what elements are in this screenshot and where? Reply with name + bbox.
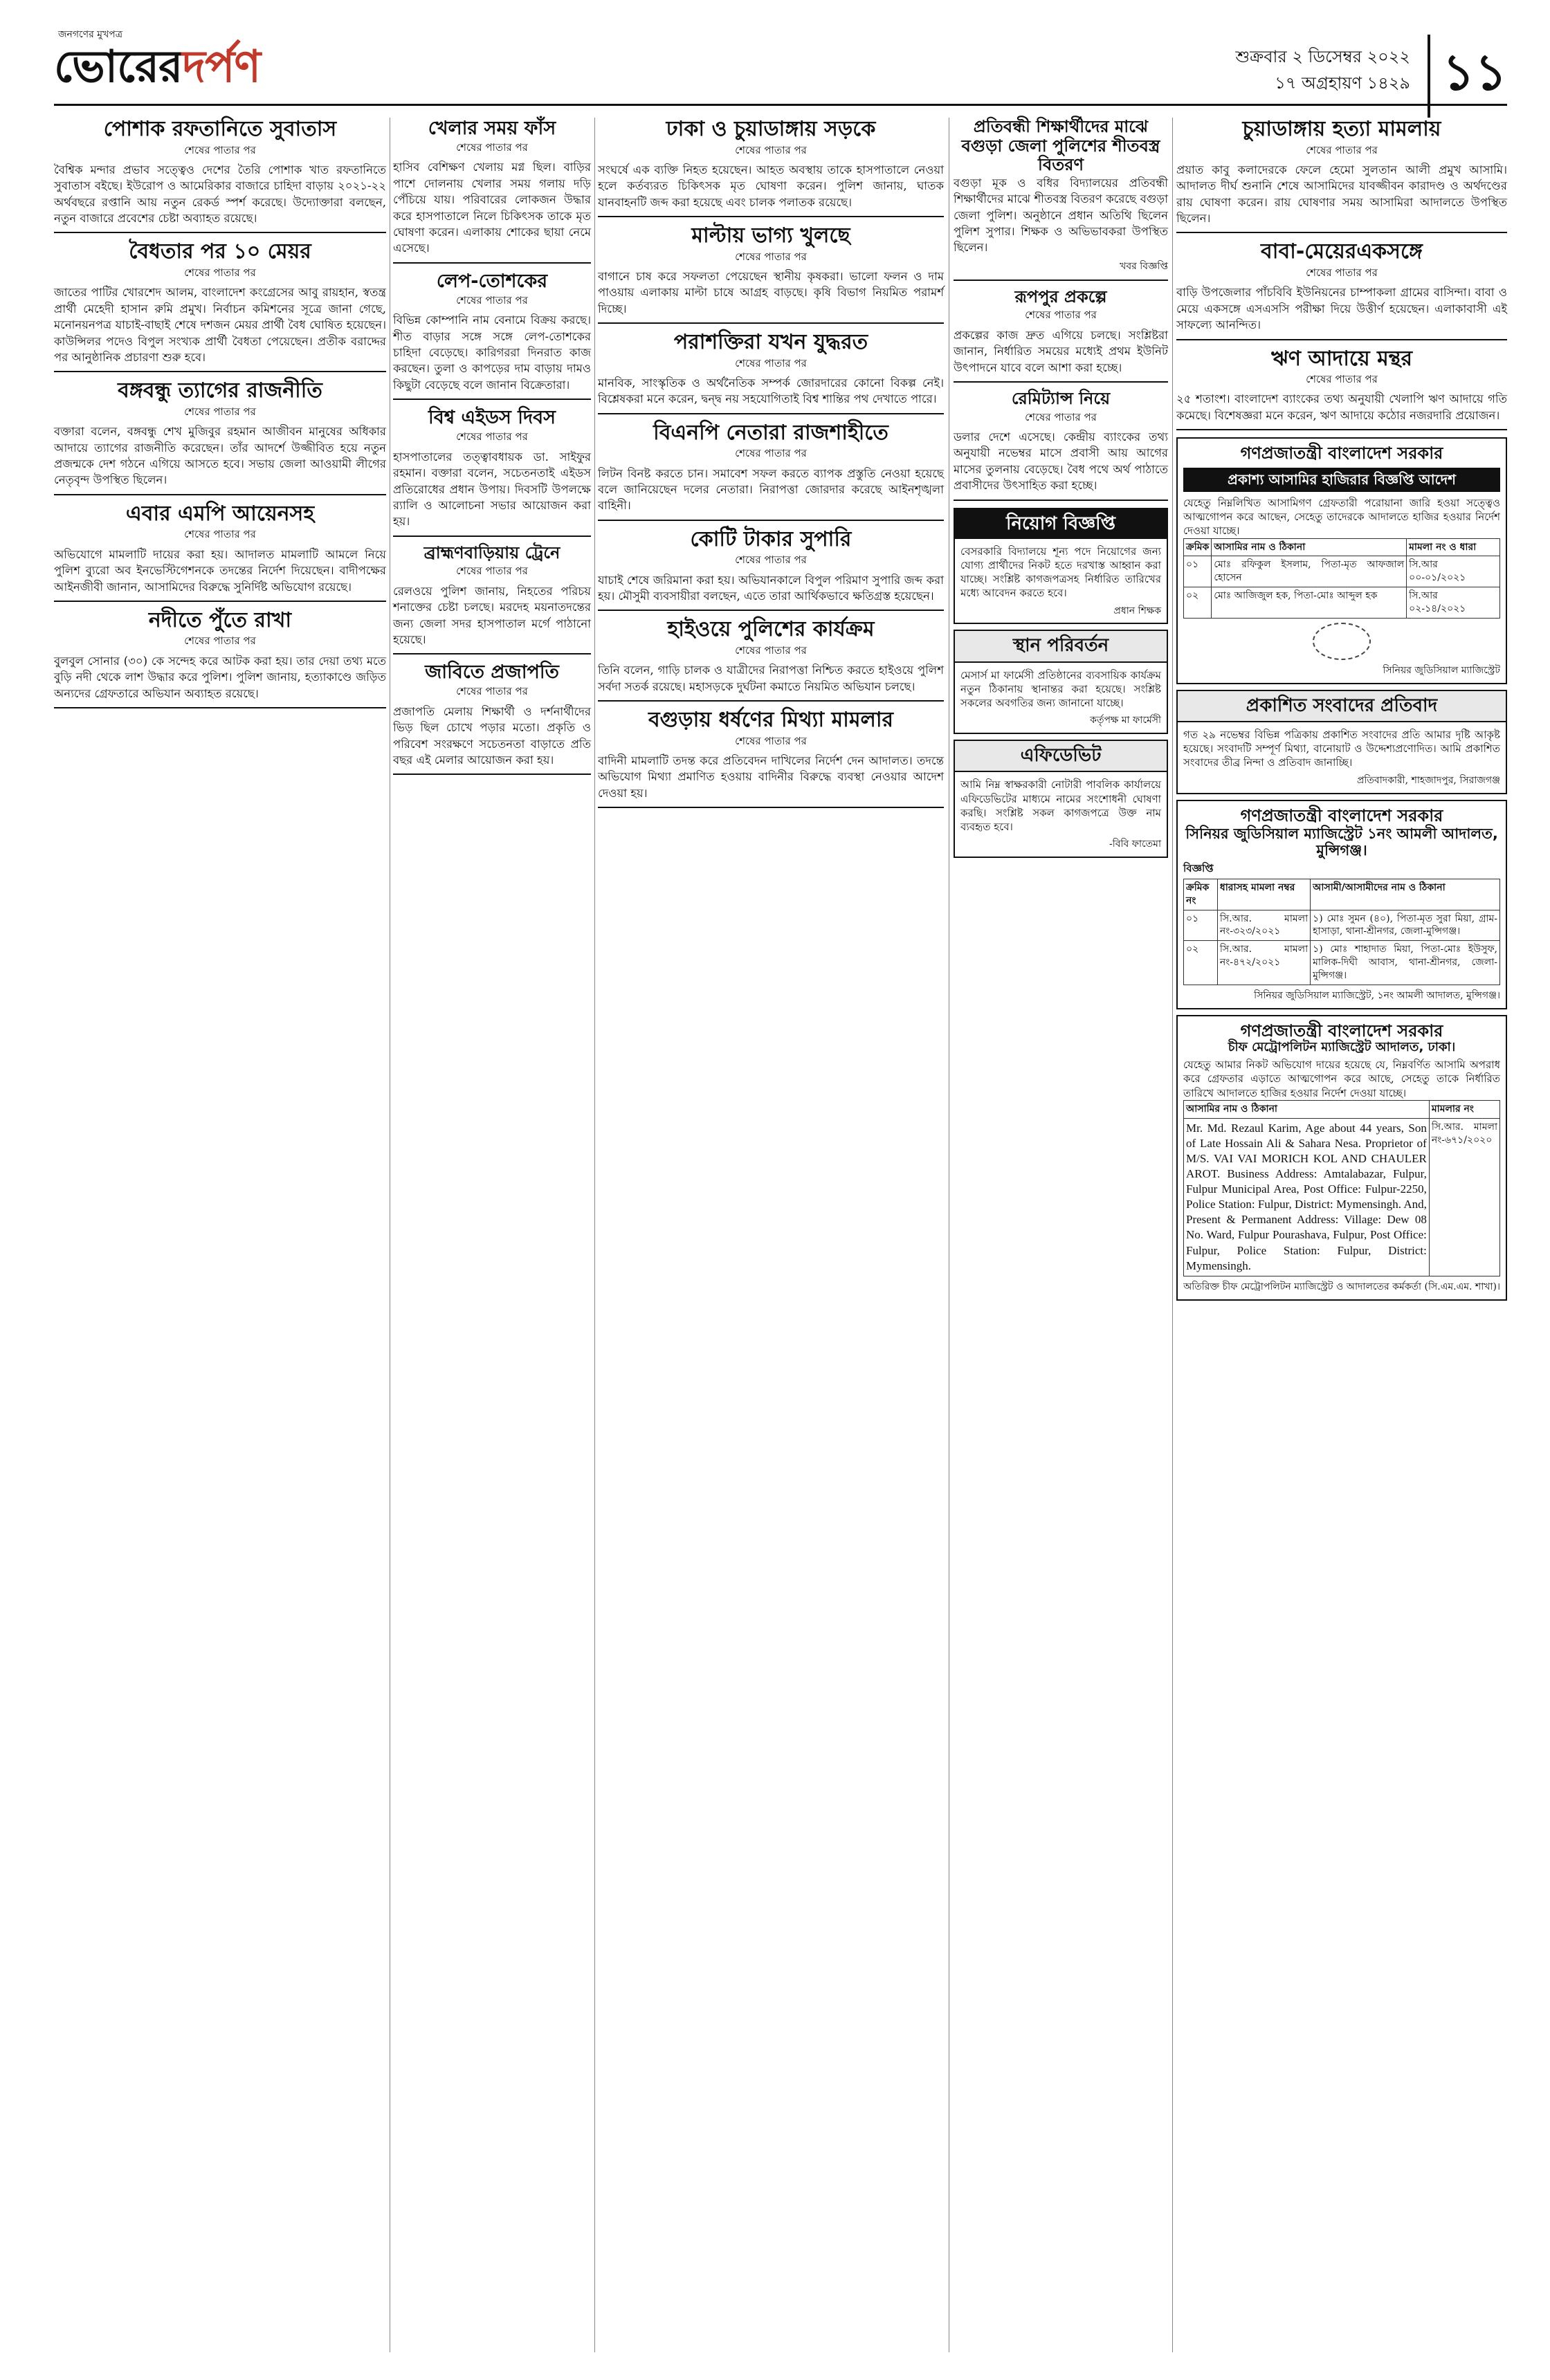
ad-relocation xyxy=(954,630,1168,734)
continued-label: শেষের পাতার পর xyxy=(735,356,807,369)
headline: কোটি টাকার সুপারি xyxy=(690,527,852,551)
story-river-body xyxy=(54,609,386,708)
ad-body: মেসার্স মা ফার্মেসী প্রতিষ্ঠানের ব্যবসায়িক কার্যক্রম নতুন ঠিকানায় স্থানান্তর করা হয়েছে। সংশ্লিষ্ট সকলের অবগতির জন্য জানানো যাচ্ছে। xyxy=(960,668,1161,710)
table-row xyxy=(1184,910,1500,941)
story-false-case xyxy=(598,708,944,808)
table-cell: সি.আর. মামলা নং-৩২৩/২০২১ xyxy=(1217,910,1310,941)
table-row xyxy=(1184,1118,1500,1276)
continued-label: শেষের পাতার পর xyxy=(456,141,528,154)
table-cell: ০১ xyxy=(1184,910,1218,941)
column-rule xyxy=(1172,118,1173,2352)
ad-body: বেসরকারি বিদ্যালয়ে শূন্য পদে নিয়োগের জন্য যোগ্য প্রার্থীদের নিকট হতে দরখাস্ত আহ্বান করা যাচ্ছে। সংশ্লিষ্ট কাগজপত্রসহ নির্ধারিত তারিখের মধ্যে আবেদন করতে হবে। xyxy=(960,544,1161,600)
story-body: প্রজাপতি মেলায় শিক্ষার্থী ও দর্শনার্থীদের ভিড় ছিল চোখে পড়ার মতো। প্রকৃতি ও পরিবেশ সংরক্ষণে সচেতনতা বাড়াতে প্রতি বছর এই মেলার আয়োজন করা হয়। xyxy=(393,704,591,767)
continued-label: শেষের পাতার পর xyxy=(184,405,256,418)
table-row xyxy=(1184,587,1500,619)
headline: মাল্টায় ভাগ্য খুলছে xyxy=(691,223,850,248)
column-1 xyxy=(54,118,386,715)
story-body: তিনি বলেন, গাড়ি চালক ও যাত্রীদের নিরাপত্তা নিশ্চিত করতে হাইওয়ে পুলিশ সর্বদা সতর্ক রয়েছে। মহাসড়কে দুর্ঘটনা কমাতে নিয়মিত অভিযান চলছে। xyxy=(598,663,944,693)
story-superpowers xyxy=(598,331,944,414)
tagline: জনগণের মুখপত্র xyxy=(58,29,123,40)
logo-word-1: ভোরের xyxy=(54,42,183,93)
story-body: অভিযোগে মামলাটি দায়ের করা হয়। আদালত মামলাটি আমলে নিয়ে পুলিশ ব্যুরো অব ইনভেস্টিগেশনকে তদন্তের নির্দেশ দিয়েছেন। বাদীপক্ষের আইনজীবী জানান, আসামিদের বিরুদ্ধে সুনির্দিষ্ট অভিযোগ রয়েছে। xyxy=(54,547,386,594)
story-body: সংঘর্ষে এক ব্যক্তি নিহত হয়েছেন। আহত অবস্থায় তাকে হাসপাতালে নেওয়া হলে কর্তব্যরত চিকিৎসক মৃত ঘোষণা করেন। পুলিশ জানায়, ঘাতক যানবাহনটি জব্দ করা হয়েছে এবং চালক পলাতক রয়েছে। xyxy=(598,163,944,209)
ad-court-summons-3 xyxy=(1176,1015,1507,1301)
ad-signature: প্রতিবাদকারী, শাহজাদপুর, সিরাজগঞ্জ xyxy=(1356,774,1500,786)
logo-word-2: দর্পণ xyxy=(182,42,261,93)
ad-title: নিয়োগ বিজ্ঞপ্তি xyxy=(955,509,1167,539)
column-5 xyxy=(1176,118,1507,1306)
headline: চুয়াডাঙ্গায় হত্যা মামলায় xyxy=(1242,117,1441,141)
story-highway-police xyxy=(598,618,944,702)
continued-label: শেষের পাতার পর xyxy=(735,553,807,567)
table-cell: মোঃ আজিজুল হক, পিতা-মোঃ আব্দুল হক xyxy=(1212,587,1407,619)
ad-title: স্থান পরিবর্তন xyxy=(955,631,1167,662)
story-loan-recovery xyxy=(1176,347,1507,431)
ad-signature: প্রধান শিক্ষক xyxy=(1113,605,1161,616)
ad-signature: -বিবি ফাতেমা xyxy=(1109,839,1161,850)
headline: প্রতিবন্ধী শিক্ষার্থীদের মাঝে বগুড়া জেলা পুলিশের শীতবস্ত্র বিতরণ xyxy=(961,117,1160,175)
table-header: আসামির নাম ও ঠিকানা xyxy=(1184,1100,1430,1118)
headline: নদীতে পুঁতে রাখা xyxy=(148,607,292,632)
story-mayor-candidates xyxy=(54,240,386,372)
date-bengali: ১৭ অগ্রহায়ণ ১৪২৯ xyxy=(1275,73,1410,93)
story-body: জাতের পাটির খোরশেদ আলম, বাংলাদেশ কংগ্রেসের আবু রায়হান, স্বতন্ত্র প্রার্থী মেহেদী হাসান রুমি প্রমুখ। নির্বাচন কমিশনের সূত্রে জানা গেছে, মনোনয়নপত্র যাচাই-বাছাই শেষে দশজন মেয়র প্রার্থী বৈধ ঘোষিত হয়েছেন। কাউন্সিলর পদেও বিপুল সংখ্যক প্রার্থী বৈধতা পেয়েছেন। প্রতীক বরাদ্দের পর আনুষ্ঠানিক প্রচারণা শুরু হবে। xyxy=(54,286,386,364)
column-4 xyxy=(954,118,1168,863)
ad-subtitle: সিনিয়র জুডিসিয়াল ম্যাজিস্ট্রেট ১নং আমলী আদালত, মুন্সিগঞ্জ। xyxy=(1185,825,1498,859)
ad-subtitle: প্রকাশ্য আসামির হাজিরার বিজ্ঞপ্তি আদেশ xyxy=(1183,468,1500,492)
story-murder-verdict xyxy=(1176,118,1507,233)
ad-body: আমি নিম্ন স্বাক্ষরকারী নোটারী পাবলিক কার্যালয়ে এফিডেভিটের মাধ্যমে নামের সংশোধনী ঘোষণা করছি। সংশ্লিষ্ট সকল কাগজপত্রে উক্ত নাম ব্যবহৃত হবে। xyxy=(960,778,1161,834)
table-cell: সি.আর. মামলা নং-৪৭২/২০২১ xyxy=(1217,941,1310,985)
table-header: মামলা নং ও ধারা xyxy=(1407,538,1500,556)
headline: ঋণ আদায়ে মন্থর xyxy=(1271,346,1412,371)
continued-label: শেষের পাতার পর xyxy=(735,643,807,657)
continued-label: শেষের পাতার পর xyxy=(1306,143,1378,156)
headline: ব্রাহ্মণবাড়িয়ায় ট্রেনে xyxy=(423,542,560,562)
story-aids-day xyxy=(393,407,591,536)
continued-label: শেষের পাতার পর xyxy=(456,430,528,443)
ad-protest xyxy=(1176,690,1507,794)
continued-label: শেষের পাতার পর xyxy=(1306,266,1378,279)
ad-title: গণপ্রজাতন্ত্রী বাংলাদেশ সরকার xyxy=(1240,443,1443,464)
story-garment-export xyxy=(54,118,386,233)
date-gregorian: শুক্রবার ২ ডিসেম্বর ২০২২ xyxy=(1235,47,1410,66)
story-playing-noose xyxy=(393,118,591,264)
ad-title: গণপ্রজাতন্ত্রী বাংলাদেশ সরকার xyxy=(1240,1020,1443,1041)
story-body: বৈশ্বিক মন্দার প্রভাব সত্ত্বেও দেশের তৈরি পোশাক খাত রফতানিতে সুবাতাস বইছে। ইউরোপ ও আমেরিকার বাজারে চাহিদা বাড়ায় ২০২১-২২ অর্থবছরে রপ্তানি আয় নতুন রেকর্ড স্পর্শ করেছে। উদ্যোক্তারা বলছেন, নতুন বাজারে প্রবেশের চেষ্টা অব্যাহত রয়েছে। xyxy=(54,163,386,226)
story-bangabandhu xyxy=(54,379,386,495)
table-cell: ১) মোঃ শাহাদাত মিয়া, পিতা-মোঃ ইউসুফ, মালিক-দিঘী আবাস, থানা-শ্রীনগর, জেলা-মুন্সিগঞ্জ। xyxy=(1311,941,1500,985)
continued-label: শেষের পাতার পর xyxy=(184,634,256,648)
ad-table xyxy=(1183,1100,1500,1276)
story-bnp-rajshahi xyxy=(598,421,944,521)
headline: পোশাক রফতানিতে সুবাতাস xyxy=(103,117,337,141)
column-3 xyxy=(598,118,944,815)
story-butterfly-fair xyxy=(393,661,591,775)
table-header: আসামী/আসামীদের নাম ও ঠিকানা xyxy=(1311,879,1500,910)
ad-body: যেহেতু আমার নিকট অভিযোগ দায়ের হয়েছে যে, নিম্নবর্ণিত আসামি অপরাধ করে গ্রেফতার এড়াতে আত্মগোপন করে আছে, সেহেতু তাকে নির্ধারিত তারিখে আদালতে হাজির হওয়ার নির্দেশ দেওয়া যাচ্ছে। xyxy=(1183,1059,1500,1099)
story-mp-case xyxy=(54,502,386,602)
table-cell: মোঃ রফিকুল ইসলাম, পিতা-মৃত আফজাল হোসেন xyxy=(1212,556,1407,587)
continued-label: শেষের পাতার পর xyxy=(456,565,528,578)
story-body: ২৫ শতাংশ। বাংলাদেশ ব্যাংকের তথ্য অনুযায়ী খেলাপি ঋণ আদায়ে গতি কমেছে। বিশেষজ্ঞরা মনে করেন, ঋণ আদায়ে কঠোর নজরদারি প্রয়োজন। xyxy=(1176,392,1507,422)
story-body: বগুড়া মূক ও বধির বিদ্যালয়ের প্রতিবন্ধী শিক্ষার্থীদের মাঝে শীতবস্ত্র বিতরণ করেছে বগুড়া জেলা পুলিশ। অনুষ্ঠানে প্রধান অতিথি ছিলেন পুলিশ সুপার। শিক্ষক ও অভিভাবকরা উপস্থিত ছিলেন। xyxy=(954,176,1168,255)
ad-title: এফিডেভিট xyxy=(955,741,1167,772)
continued-label: শেষের পাতার পর xyxy=(1306,373,1378,386)
story-body: বাদিনী মামলাটি তদন্ত করে প্রতিবেদন দাখিলের নির্দেশ দেন আদালত। তদন্তে অভিযোগ মিথ্যা প্রমাণিত হওয়ায় বাদিনীর বিরুদ্ধে ব্যবস্থা নেওয়ার আদেশ দেওয়া হয়। xyxy=(598,753,944,800)
ad-signature: কর্তৃপক্ষ মা ফার্মেসী xyxy=(1090,715,1161,726)
table-cell: সি.আর ০০-০১/২০২১ xyxy=(1407,556,1500,587)
story-remittance xyxy=(954,390,1168,501)
story-body: প্রকল্পের কাজ দ্রুত এগিয়ে চলছে। সংশ্লিষ্টরা জানান, নির্ধারিত সময়ের মধ্যেই প্রথম ইউনিট উৎপাদনে যাবে বলে আশা করা হচ্ছে। xyxy=(954,328,1168,374)
ad-court-summons-1 xyxy=(1176,437,1507,684)
table-header: ক্রমিক xyxy=(1184,538,1212,556)
table-cell: ০১ xyxy=(1184,556,1212,587)
continued-label: শেষের পাতার পর xyxy=(456,293,528,306)
headline: রেমিট্যান্স নিয়ে xyxy=(1011,388,1111,408)
continued-label: শেষের পাতার পর xyxy=(1025,309,1097,322)
headline: ঢাকা ও চুয়াডাঙ্গায় সড়কে xyxy=(666,117,876,141)
story-body: হাসিব বেশিক্ষণ খেলায় মগ্ন ছিল। বাড়ির পাশে দোলনায় খেলার সময় গলায় দড়ি পেঁচিয়ে যায়। পরিবারের লোকজন উদ্ধার করে হাসপাতালে নিলে চিকিৎসক তাকে মৃত ঘোষণা করেন। এলাকায় শোকের ছায়া নেমে এসেছে। xyxy=(393,161,591,255)
ad-title: গণপ্রজাতন্ত্রী বাংলাদেশ সরকার xyxy=(1240,805,1443,825)
story-body: মানবিক, সাংস্কৃতিক ও অর্থনৈতিক সম্পর্ক জোরদারের কোনো বিকল্প নেই। বিশ্লেষকরা মনে করেন, দ্বন্দ্ব নয় সহযোগিতাই বিশ্ব শান্তির পথ দেখাতে পারে। xyxy=(598,376,944,406)
story-body: বাগানে চাষ করে সফলতা পেয়েছেন স্থানীয় কৃষকরা। ভালো ফলন ও দাম পাওয়ায় এলাকায় মাল্টা চাষে আগ্রহ বাড়ছে। কৃষি বিভাগ নিয়মিত পরামর্শ দিচ্ছে। xyxy=(598,269,944,315)
story-malta xyxy=(598,224,944,324)
table-header: ধারাসহ মামলা নম্বর xyxy=(1217,879,1310,910)
headline: লেপ-তোশকের xyxy=(436,270,548,292)
ad-label: বিজ্ঞপ্তি xyxy=(1183,862,1214,875)
headline: খেলার সময় ফাঁস xyxy=(428,118,556,139)
story-body: হাসপাতালের তত্ত্বাবধায়ক ডা. সাইফুর রহমান। বক্তারা বলেন, সচেতনতাই এইডস প্রতিরোধের প্রধান উপায়। দিবসটি উপলক্ষে র‍্যালি ও আলোচনা সভার আয়োজন করা হয়। xyxy=(393,450,591,529)
headline: বিশ্ব এইডস দিবস xyxy=(428,407,556,429)
table-row xyxy=(1184,556,1500,587)
continued-label: শেষের পাতার পর xyxy=(184,143,256,156)
ad-job-notice xyxy=(954,508,1168,625)
continued-label: শেষের পাতার পর xyxy=(735,734,807,747)
table-cell: ১) মোঃ সুমন (৪০), পিতা-মৃত সুরা মিয়া, গ্রাম-হাসাড়া, থানা-শ্রীনগর, জেলা-মুন্সিগঞ্জ। xyxy=(1311,910,1500,941)
story-body: বুলবুল সোনার (৩০) কে সন্দেহ করে আটক করা হয়। তার দেয়া তথ্য মতে বুড়ি নদী থেকে লাশ উদ্ধার করে পুলিশ। পুলিশ জানায়, হত্যাকাণ্ডে জড়িত অন্যদের গ্রেফতারে অভিযান অব্যাহত রয়েছে। xyxy=(54,654,386,700)
story-body: বাড়ি উপজেলার পাঁচবিবি ইউনিয়নের চাম্পাকলা গ্রামের বাসিন্দা। বাবা ও মেয়ে একসঙ্গে এসএসসি পরীক্ষা দিয়ে উত্তীর্ণ হয়েছেন। এলাকাবাসী এই সাফল্যে আনন্দিত। xyxy=(1176,286,1507,332)
story-body: যাচাই শেষে জরিমানা করা হয়। অভিযানকালে বিপুল পরিমাণ সুপারি জব্দ করা হয়। মৌসুমী ব্যবসায়ীরা বলছেন, এতে তারা আর্থিকভাবে ক্ষতিগ্রস্ত হয়েছেন। xyxy=(598,573,944,603)
story-body: বক্তারা বলেন, বঙ্গবন্ধু শেখ মুজিবুর রহমান আজীবন মানুষের অধিকার আদায়ে ত্যাগের রাজনীতি করেছেন। তাঁর আদর্শে উজ্জীবিত হয়ে নতুন প্রজন্মকে দেশ গঠনে এগিয়ে আসতে হবে। সভায় জেলা আওয়ামী লীগের নেতৃবৃন্দ উপস্থিত ছিলেন। xyxy=(54,425,386,487)
table-row xyxy=(1184,941,1500,985)
table-header: মামলার নং xyxy=(1429,1100,1499,1118)
story-body: ডলার দেশে এসেছে। কেন্দ্রীয় ব্যাংকের তথ্য অনুযায়ী নভেম্বর মাসে প্রবাসী আয় আগের মাসের তুলনায় বেড়েছে। বৈধ পথে অর্থ পাঠাতে প্রবাসীদের উৎসাহিত করা হচ্ছে। xyxy=(954,430,1168,493)
headline: রূপপুর প্রকল্পে xyxy=(1014,286,1107,306)
headline: হাইওয়ে পুলিশের কার্যক্রম xyxy=(667,617,875,642)
signature-stamp xyxy=(1313,623,1371,660)
ad-body: যেহেতু নিম্নলিখিত আসামিগণ গ্রেফতারী পরোয়ানা জারি হওয়া সত্ত্বেও আত্মগোপন করে আছেন, সেহেতু তাদেরকে আদালতে হাজির হওয়ার নির্দেশ দেওয়া যাচ্ছে। xyxy=(1183,496,1500,538)
continued-label: শেষের পাতার পর xyxy=(735,250,807,263)
page-number: ১১ xyxy=(1428,35,1507,118)
table-header: ক্রমিক নং xyxy=(1184,879,1218,910)
ad-signature: সিনিয়র জুডিসিয়াল ম্যাজিস্ট্রেট, ১নং আমলী আদালত, মুন্সিগঞ্জ। xyxy=(1254,989,1500,1001)
ad-table xyxy=(1183,879,1500,985)
story-body: রেলওয়ে পুলিশ জানায়, নিহতের পরিচয় শনাক্তের চেষ্টা চলছে। মরদেহ ময়নাতদন্তের জন্য জেলা সদর হাসপাতাল মর্গে পাঠানো হয়েছে। xyxy=(393,584,591,646)
headline: বৈধতার পর ১০ মেয়র xyxy=(129,239,311,264)
continued-label: শেষের পাতার পর xyxy=(184,528,256,541)
headline: পরাশক্তিরা যখন যুদ্ধরত xyxy=(673,330,868,355)
ad-signature: সিনিয়র জুডিসিয়াল ম্যাজিস্ট্রেট xyxy=(1383,664,1500,676)
story-winter-clothes xyxy=(954,118,1168,281)
headline: বাবা-মেয়েরএকসঙ্গে xyxy=(1261,239,1423,264)
headline: বঙ্গবন্ধু ত্যাগের রাজনীতি xyxy=(118,378,322,403)
continued-label: শেষের পাতার পর xyxy=(735,447,807,460)
headline: বগুড়ায় ধর্ষণের মিথ্যা মামলার xyxy=(648,708,894,733)
story-rooppur xyxy=(954,288,1168,383)
story-road-accident xyxy=(598,118,944,217)
story-betel-nut xyxy=(598,528,944,612)
continued-label: শেষের পাতার পর xyxy=(456,685,528,698)
ad-title: প্রকাশিত সংবাদের প্রতিবাদ xyxy=(1178,691,1506,722)
table-cell: ০২ xyxy=(1184,587,1212,619)
story-body: লিটন বিনষ্ট করতে চান। সমাবেশ সফল করতে ব্যাপক প্রস্তুতি নেওয়া হয়েছে বলে জানিয়েছেন দলের নেতারা। নিরাপত্তা জোরদার করেছে আইনশৃঙ্খলা বাহিনী। xyxy=(598,466,944,513)
column-2 xyxy=(393,118,591,782)
continued-label: শেষের পাতার পর xyxy=(184,266,256,279)
headline: এবার এমপি আয়েনসহ xyxy=(125,501,315,526)
continued-label: শেষের পাতার পর xyxy=(1025,410,1097,423)
table-cell: সি.আর ০২-১৪/২০২১ xyxy=(1407,587,1500,619)
continued-label: শেষের পাতার পর xyxy=(735,143,807,156)
ad-affidavit xyxy=(954,740,1168,858)
ad-body: গত ২৯ নভেম্বর বিভিন্ন পত্রিকায় প্রকাশিত সংবাদের প্রতি আমার দৃষ্টি আকৃষ্ট হয়েছে। সংবাদটি সম্পূর্ণ মিথ্যা, বানোয়াট ও উদ্দেশ্যপ্রণোদিত। আমি প্রকাশিত সংবাদের তীব্র নিন্দা ও প্রতিবাদ জানাচ্ছি। xyxy=(1183,728,1500,769)
story-quilt-makers xyxy=(393,271,591,400)
column-rule xyxy=(594,118,595,2352)
table-cell: ০২ xyxy=(1184,941,1218,985)
ad-table xyxy=(1183,538,1500,619)
story-body: বিভিন্ন কোম্পানি নাম বেনামে বিক্রয় করছে। শীত বাড়ার সঙ্গে সঙ্গে লেপ-তোশকের চাহিদা বেড়েছে। কারিগররা দিনরাত কাজ করছেন। তুলা ও কাপড়ের দাম বাড়ায় দামও কিছুটা বেড়েছে বলে জানান বিক্রেতারা। xyxy=(393,313,591,392)
story-body: প্রয়াত কাবু কলাদেরকে ফেলে হেমো সুলতান আলী প্রমুখ আসামি। আদালত দীর্ঘ শুনানি শেষে আসামিদের যাবজ্জীবন কারাদণ্ড ও অর্থদণ্ডের রায় ঘোষণা করেন। রায় ঘোষণার সময় আসামিরা আদালতে উপস্থিত ছিলেন। xyxy=(1176,163,1507,226)
story-father-daughter xyxy=(1176,240,1507,340)
masthead xyxy=(54,28,1507,106)
ad-court-summons-2 xyxy=(1176,800,1507,1009)
headline: বিএনপি নেতারা রাজশাহীতে xyxy=(653,420,888,445)
case-number: সি.আর. মামলা নং-৬৭১/২০২০ xyxy=(1429,1118,1499,1276)
accused-english-address: Mr. Md. Rezaul Karim, Age about 44 years, Son of Late Hossain Ali & Sahara Nesa. Proprietor of M/S. VAI VAI MORICH KOL AND CHAULER AROT. Business Address: Amtalabazar, Fulpur, Fulpur Municipal Area, Post Office: Fulpur-2250, Police Station: Fulpur, District: Mymensingh. And, Present & Permanent Address: Village: Dew 08 No. Ward, Fulpur Pourashava, Fulpur, Post Office: Fulpur, Police Station: Fulpur, District: Mymensingh. xyxy=(1184,1118,1430,1276)
newspaper-logo xyxy=(54,33,260,107)
byline: খবর বিজ্ঞপ্তি xyxy=(1120,260,1168,272)
ad-subtitle: চীফ মেট্রোপলিটন ম্যাজিস্ট্রেট আদালত, ঢাকা। xyxy=(1228,1040,1456,1055)
table-header: আসামির নাম ও ঠিকানা xyxy=(1212,538,1407,556)
story-train-accident xyxy=(393,544,591,655)
ad-signature: অতিরিক্ত চীফ মেট্রোপলিটন ম্যাজিস্ট্রেট ও আদালতের কর্মকর্তা (সি.এম.এম. শাখা)। xyxy=(1183,1281,1500,1292)
headline: জাবিতে প্রজাপতি xyxy=(425,661,559,684)
